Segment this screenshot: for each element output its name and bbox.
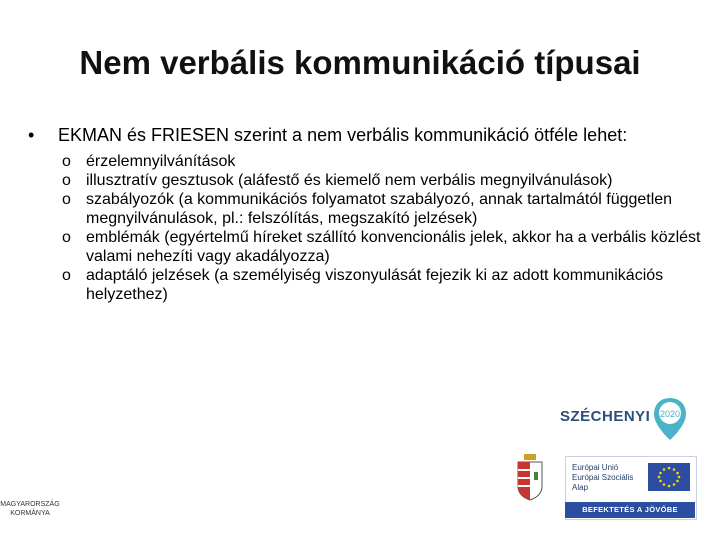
coat-of-arms-icon (500, 452, 560, 538)
list-item (62, 190, 702, 228)
sub-list (62, 152, 702, 304)
list-item-text: emblémák (egyértelmű híreket szállító konvencionális jelek, akkor ha a verbális közlést valami nehezíti vagy akadályozza) (86, 229, 701, 265)
eu-text (572, 463, 633, 493)
list-item-text: szabályozók (a kommunikációs folyamatot szabályozó, annak tartalmától független megnyilvánulások, pl.: felszólítás, megszakító jelzések) (86, 191, 673, 227)
main-bullet-text: EKMAN és FRIESEN szerint a nem verbális kommunikáció ötféle lehet: (58, 125, 628, 145)
location-pin-icon (652, 396, 688, 442)
list-item (62, 266, 702, 304)
coat-text-line1: MAGYARORSZÁG (0, 501, 60, 508)
eu-line1: Európai Unió (572, 463, 619, 472)
slide-title: Nem verbális kommunikáció típusai (79, 44, 641, 81)
sub-bullet-marker: o (62, 172, 71, 189)
sub-bullet-marker: o (62, 267, 71, 284)
list-item (62, 171, 702, 190)
szechenyi-text: SZÉCHENYI (560, 408, 651, 425)
sub-bullet-marker: o (62, 229, 71, 246)
szechenyi-year: 2020 (659, 409, 681, 419)
list-item (62, 152, 702, 171)
eu-line2: Európai Szociális (572, 473, 634, 482)
eu-line3: Alap (572, 483, 589, 492)
sub-bullet-marker: o (62, 191, 71, 208)
coat-text (0, 500, 60, 518)
bullet-marker: • (28, 125, 35, 145)
coat-text-line2: KORMÁNYA (10, 510, 50, 517)
sub-bullet-marker: o (62, 153, 71, 170)
eu-flag-icon (648, 463, 690, 491)
list-item (62, 228, 702, 266)
szechenyi-logo (560, 402, 690, 442)
list-item-text: illusztratív gesztusok (aláfestő és kiemelő nem verbális megnyilvánulások) (86, 172, 613, 189)
list-item-text: érzelemnyilvánítások (86, 153, 236, 170)
list-item-text: adaptáló jelzések (a személyiség viszonyulását fejezik ki az adott kommunikációs helyzethez) (86, 267, 664, 303)
eu-banner: BEFEKTETÉS A JÖVŐBE (565, 502, 695, 518)
